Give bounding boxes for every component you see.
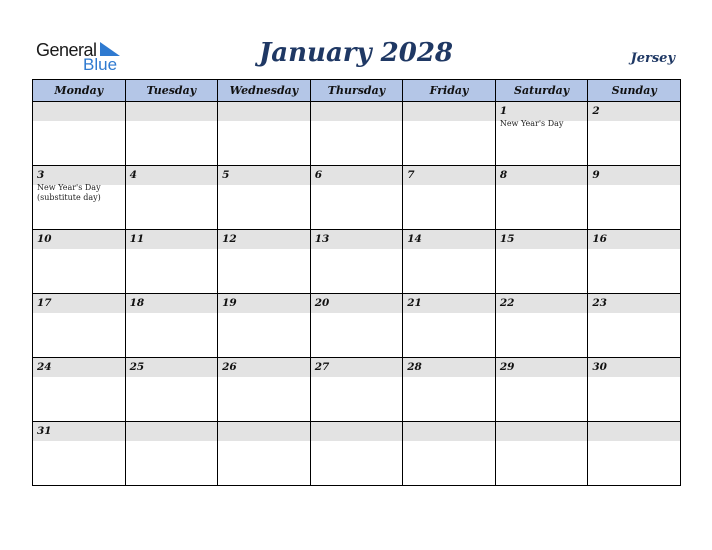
day-cell — [33, 294, 126, 358]
day-number: 12 — [222, 233, 237, 245]
week-row — [33, 358, 681, 422]
week-row — [33, 102, 681, 166]
day-number: 17 — [37, 297, 52, 309]
day-band — [588, 230, 680, 249]
day-band — [496, 166, 588, 185]
day-cell — [588, 422, 681, 486]
day-cell — [403, 166, 496, 230]
day-band — [126, 294, 218, 313]
calendar-grid — [32, 79, 681, 486]
day-number: 29 — [499, 361, 515, 373]
day-cell — [495, 422, 588, 486]
logo-text-blue: Blue — [83, 55, 118, 74]
day-number: 5 — [222, 169, 230, 181]
day-band — [403, 358, 495, 377]
day-number: 15 — [499, 233, 515, 245]
day-cell — [125, 422, 218, 486]
day-number: 3 — [37, 169, 45, 181]
day-band — [311, 294, 403, 313]
day-number: 11 — [129, 233, 145, 245]
day-number: 25 — [129, 361, 145, 373]
day-number: 7 — [407, 169, 415, 181]
day-number: 8 — [499, 169, 508, 181]
day-cell — [403, 102, 496, 166]
day-band — [588, 294, 680, 313]
day-number: 16 — [592, 233, 607, 245]
day-cell — [218, 230, 311, 294]
day-band — [403, 422, 495, 441]
logo-text-general: General — [36, 40, 97, 60]
day-band — [33, 102, 125, 121]
day-number: 24 — [37, 361, 52, 373]
day-cell — [125, 102, 218, 166]
day-band — [496, 294, 588, 313]
day-cell — [125, 166, 218, 230]
day-cell — [495, 294, 588, 358]
day-cell — [218, 422, 311, 486]
day-cell — [310, 358, 403, 422]
day-number: 30 — [592, 361, 607, 373]
day-number: 21 — [407, 297, 422, 309]
week-row — [33, 230, 681, 294]
day-number: 6 — [314, 169, 322, 181]
day-band — [218, 230, 310, 249]
day-band — [218, 166, 310, 185]
day-band — [33, 230, 125, 249]
day-cell — [403, 294, 496, 358]
day-cell — [403, 422, 496, 486]
day-cell — [125, 294, 218, 358]
day-number: 13 — [314, 233, 330, 245]
day-band — [403, 166, 495, 185]
day-cell — [588, 166, 681, 230]
day-cell — [588, 102, 681, 166]
day-cell — [310, 422, 403, 486]
day-cell — [125, 358, 218, 422]
day-cell — [33, 166, 126, 230]
day-number: 19 — [222, 297, 237, 309]
day-band — [588, 422, 680, 441]
weekday-header: Saturday — [495, 80, 588, 102]
day-number: 14 — [407, 233, 422, 245]
day-band — [33, 294, 125, 313]
weekday-header: Wednesday — [218, 80, 311, 102]
day-band — [496, 230, 588, 249]
day-band — [311, 422, 403, 441]
day-cell — [33, 422, 126, 486]
day-cell — [218, 358, 311, 422]
day-number: 27 — [314, 361, 330, 373]
day-cell — [218, 294, 311, 358]
weekday-header: Tuesday — [125, 80, 218, 102]
day-band — [218, 102, 310, 121]
weekday-header: Sunday — [588, 80, 681, 102]
day-band — [403, 102, 495, 121]
day-cell — [588, 230, 681, 294]
day-band — [218, 358, 310, 377]
day-band — [33, 358, 125, 377]
day-number: 1 — [499, 105, 508, 117]
day-cell — [310, 102, 403, 166]
day-cell — [33, 358, 126, 422]
day-cell — [403, 358, 496, 422]
weekday-header: Friday — [403, 80, 496, 102]
day-band — [218, 294, 310, 313]
day-band — [311, 102, 403, 121]
day-cell — [495, 102, 588, 166]
day-number: 23 — [592, 297, 607, 309]
week-row — [33, 422, 681, 486]
day-number: 10 — [37, 233, 52, 245]
day-number: 2 — [592, 105, 600, 117]
day-band — [588, 102, 680, 121]
holiday-label: New Year's Day — [499, 119, 564, 128]
weekday-header-row — [33, 80, 681, 102]
day-number: 31 — [37, 425, 52, 437]
day-number: 20 — [314, 297, 330, 309]
holiday-label: New Year's Day (substitute day) — [37, 183, 101, 202]
day-band — [126, 422, 218, 441]
day-band — [311, 230, 403, 249]
week-row — [33, 294, 681, 358]
day-band — [403, 294, 495, 313]
day-cell — [588, 358, 681, 422]
day-band — [588, 358, 680, 377]
day-number: 26 — [222, 361, 237, 373]
week-row — [33, 166, 681, 230]
day-number: 22 — [499, 297, 515, 309]
day-cell — [218, 166, 311, 230]
day-cell — [33, 102, 126, 166]
day-band — [496, 358, 588, 377]
day-band — [33, 422, 125, 441]
day-band — [588, 166, 680, 185]
day-band — [218, 422, 310, 441]
day-cell — [495, 358, 588, 422]
day-cell — [310, 294, 403, 358]
day-number: 18 — [129, 297, 145, 309]
day-band — [311, 166, 403, 185]
day-cell — [310, 166, 403, 230]
day-band — [403, 230, 495, 249]
day-number: 9 — [592, 169, 600, 181]
day-cell — [588, 294, 681, 358]
day-cell — [218, 102, 311, 166]
day-cell — [125, 230, 218, 294]
day-band — [126, 166, 218, 185]
day-cell — [495, 230, 588, 294]
day-number: 28 — [407, 361, 422, 373]
day-cell — [33, 230, 126, 294]
day-band — [126, 230, 218, 249]
day-band — [496, 422, 588, 441]
day-cell — [310, 230, 403, 294]
weekday-header: Thursday — [310, 80, 403, 102]
day-cell — [403, 230, 496, 294]
day-band — [126, 102, 218, 121]
day-band — [311, 358, 403, 377]
weekday-header: Monday — [33, 80, 126, 102]
calendar-region: Jersey — [630, 51, 675, 66]
day-number: 4 — [129, 169, 137, 181]
day-band — [126, 358, 218, 377]
calendar-title: January 2028 — [258, 38, 454, 68]
day-cell — [495, 166, 588, 230]
